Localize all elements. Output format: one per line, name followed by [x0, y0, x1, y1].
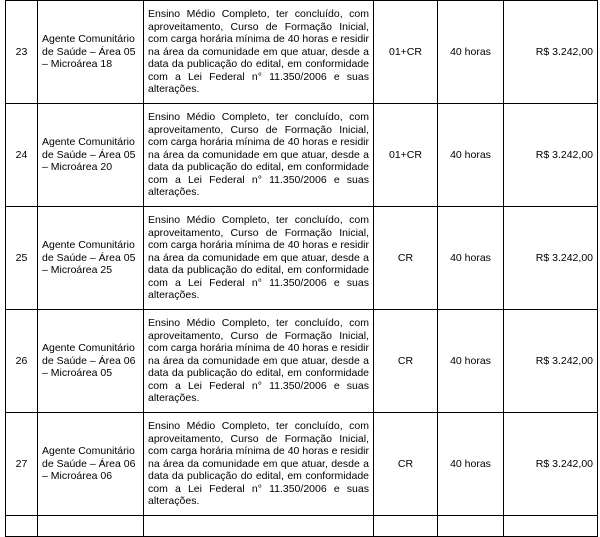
- vacancies: CR: [374, 413, 438, 516]
- table-row: [6, 104, 598, 207]
- empty-cell: [144, 516, 374, 537]
- requirements: Ensino Médio Completo, ter concluído, com aproveitamento, Curso de Formação Inicial, com carga horária mínima de 40 horas e residir na área da comunidade em que atuar, desde a data da publicação do edital, em conformidade com a Lei Federal n° 11.350/2006 e suas alterações.: [144, 310, 374, 413]
- job-title: Agente Comunitário de Saúde – Área 05 – Microárea 25: [38, 207, 144, 310]
- job-title: Agente Comunitário de Saúde – Área 05 – Microárea 20: [38, 104, 144, 207]
- table-row: [6, 207, 598, 310]
- vacancies: 01+CR: [374, 1, 438, 104]
- table-row: [6, 310, 598, 413]
- requirements: Ensino Médio Completo, ter concluído, com aproveitamento, Curso de Formação Inicial, com carga horária mínima de 40 horas e residir na área da comunidade em que atuar, desde a data da publicação do edital, em conformidade com a Lei Federal n° 11.350/2006 e suas alterações.: [144, 1, 374, 104]
- job-title: Agente Comunitário de Saúde – Área 06 – Microárea 05: [38, 310, 144, 413]
- row-number: 27: [6, 413, 38, 516]
- empty-cell: [374, 516, 438, 537]
- vacancies: CR: [374, 207, 438, 310]
- job-title: Agente Comunitário de Saúde – Área 05 – Microárea 18: [38, 1, 144, 104]
- row-number: 23: [6, 1, 38, 104]
- vacancies: CR: [374, 310, 438, 413]
- job-title: Agente Comunitário de Saúde – Área 06 – Microárea 06: [38, 413, 144, 516]
- workload: 40 horas: [438, 413, 504, 516]
- table-row: [6, 413, 598, 516]
- table-row-partial: [6, 516, 598, 537]
- empty-cell: [6, 516, 38, 537]
- row-number: 26: [6, 310, 38, 413]
- requirements: Ensino Médio Completo, ter concluído, com aproveitamento, Curso de Formação Inicial, com carga horária mínima de 40 horas e residir na área da comunidade em que atuar, desde a data da publicação do edital, em conformidade com a Lei Federal n° 11.350/2006 e suas alterações.: [144, 413, 374, 516]
- empty-cell: [504, 516, 598, 537]
- table-row: [6, 1, 598, 104]
- row-number: 24: [6, 104, 38, 207]
- vacancies-table: [5, 0, 598, 537]
- workload: 40 horas: [438, 310, 504, 413]
- vacancies: 01+CR: [374, 104, 438, 207]
- row-number: 25: [6, 207, 38, 310]
- salary: R$ 3.242,00: [504, 413, 598, 516]
- workload: 40 horas: [438, 1, 504, 104]
- salary: R$ 3.242,00: [504, 104, 598, 207]
- salary: R$ 3.242,00: [504, 1, 598, 104]
- workload: 40 horas: [438, 104, 504, 207]
- salary: R$ 3.242,00: [504, 310, 598, 413]
- empty-cell: [438, 516, 504, 537]
- requirements: Ensino Médio Completo, ter concluído, com aproveitamento, Curso de Formação Inicial, com carga horária mínima de 40 horas e residir na área da comunidade em que atuar, desde a data da publicação do edital, em conformidade com a Lei Federal n° 11.350/2006 e suas alterações.: [144, 104, 374, 207]
- salary: R$ 3.242,00: [504, 207, 598, 310]
- requirements: Ensino Médio Completo, ter concluído, com aproveitamento, Curso de Formação Inicial, com carga horária mínima de 40 horas e residir na área da comunidade em que atuar, desde a data da publicação do edital, em conformidade com a Lei Federal n° 11.350/2006 e suas alterações.: [144, 207, 374, 310]
- empty-cell: [38, 516, 144, 537]
- workload: 40 horas: [438, 207, 504, 310]
